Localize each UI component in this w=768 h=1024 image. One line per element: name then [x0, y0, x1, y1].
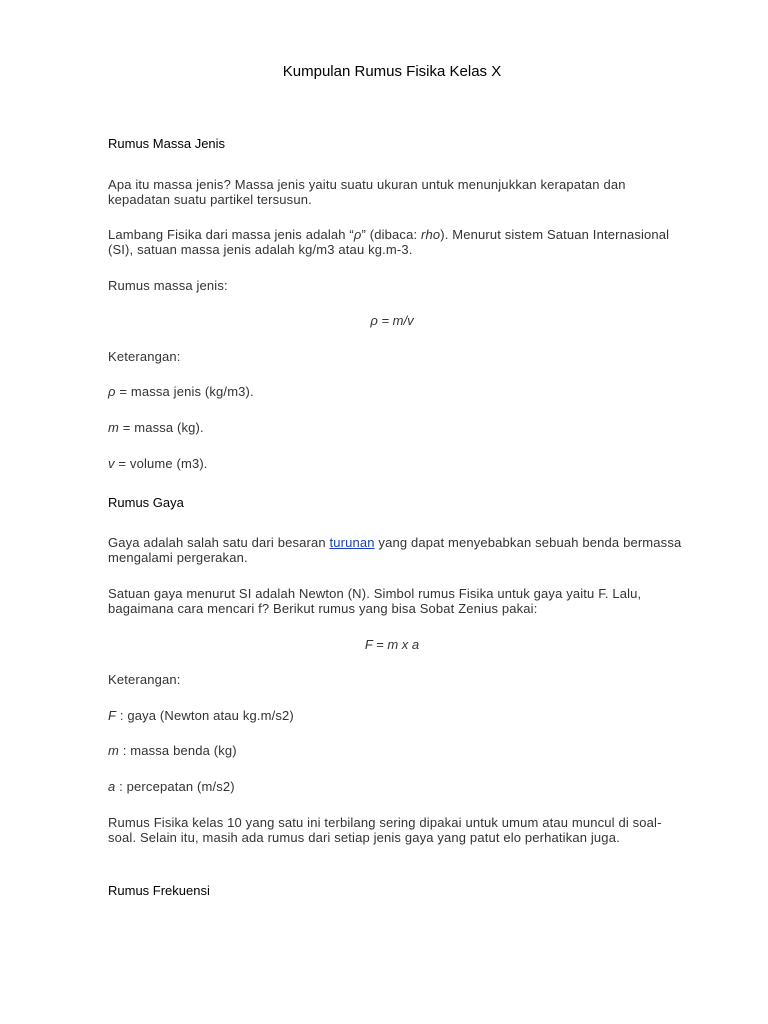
variable: v [108, 456, 115, 471]
paragraph-definisi-massa-jenis: Apa itu massa jenis? Massa jenis yaitu suatu ukuran untuk menunjukkan kerapatan dan kepadatan suatu partikel tersusun. [108, 177, 626, 207]
variable-description: = massa jenis (kg/m3). [115, 384, 254, 399]
variable: a [108, 779, 116, 794]
text-segment: Gaya adalah salah satu dari besaran [108, 535, 330, 550]
variable-description: = massa (kg). [118, 420, 204, 435]
rho-symbol: ρ [353, 227, 362, 242]
text-segment: Lambang Fisika dari massa jenis adalah “ [108, 227, 354, 242]
turunan-link[interactable]: turunan [329, 535, 375, 550]
variable-description: : gaya (Newton atau kg.m/s2) [116, 708, 294, 723]
rho-word: rho [420, 227, 441, 242]
text-segment: yang dapat menyebabkan sebuah benda bermassa mengalami pergerakan. [108, 535, 682, 565]
paragraph-rumus-gaya-catatan: Rumus Fisika kelas 10 yang satu ini terbilang sering dipakai untuk umum atau muncul di soal-soal. Selain itu, masih ada rumus dari setiap jenis gaya yang patut elo perhatikan juga. [108, 815, 662, 845]
section-heading-gaya: Rumus Gaya [108, 495, 184, 510]
paragraph-lambang-massa-jenis [108, 227, 688, 257]
list-item [108, 384, 688, 399]
variable: m [108, 743, 119, 758]
variable-description: : percepatan (m/s2) [115, 779, 235, 794]
list-item [108, 420, 688, 435]
list-item [108, 708, 688, 723]
text-segment: ” (dibaca: [361, 227, 421, 242]
keterangan-label: Keterangan: [108, 349, 181, 364]
formula-gaya: F = m x a [364, 637, 420, 652]
variable-description: : massa benda (kg) [118, 743, 237, 758]
section-heading-massa-jenis: Rumus Massa Jenis [108, 136, 226, 151]
paragraph-definisi-gaya [108, 535, 688, 565]
variable: m [108, 420, 119, 435]
list-item [108, 743, 688, 758]
variable: ρ [108, 384, 116, 399]
document-title: Kumpulan Rumus Fisika Kelas X [282, 63, 502, 80]
formula-intro: Rumus massa jenis: [108, 278, 228, 293]
paragraph-satuan-gaya: Satuan gaya menurut SI adalah Newton (N). Simbol rumus Fisika untuk gaya yaitu F. Lalu, bagaimana cara mencari f? Berikut rumus yang bisa Sobat Zenius pakai: [108, 586, 642, 616]
keterangan-label: Keterangan: [108, 672, 181, 687]
variable: F [108, 708, 117, 723]
list-item [108, 456, 688, 471]
section-heading-frekuensi: Rumus Frekuensi [108, 883, 210, 898]
formula-massa-jenis: ρ = m/v [370, 313, 414, 328]
list-item [108, 779, 688, 794]
variable-description: = volume (m3). [114, 456, 208, 471]
text-segment: ). Menurut sistem Satuan Internasional (SI), satuan massa jenis adalah kg/m3 atau kg.m-3. [108, 227, 670, 257]
